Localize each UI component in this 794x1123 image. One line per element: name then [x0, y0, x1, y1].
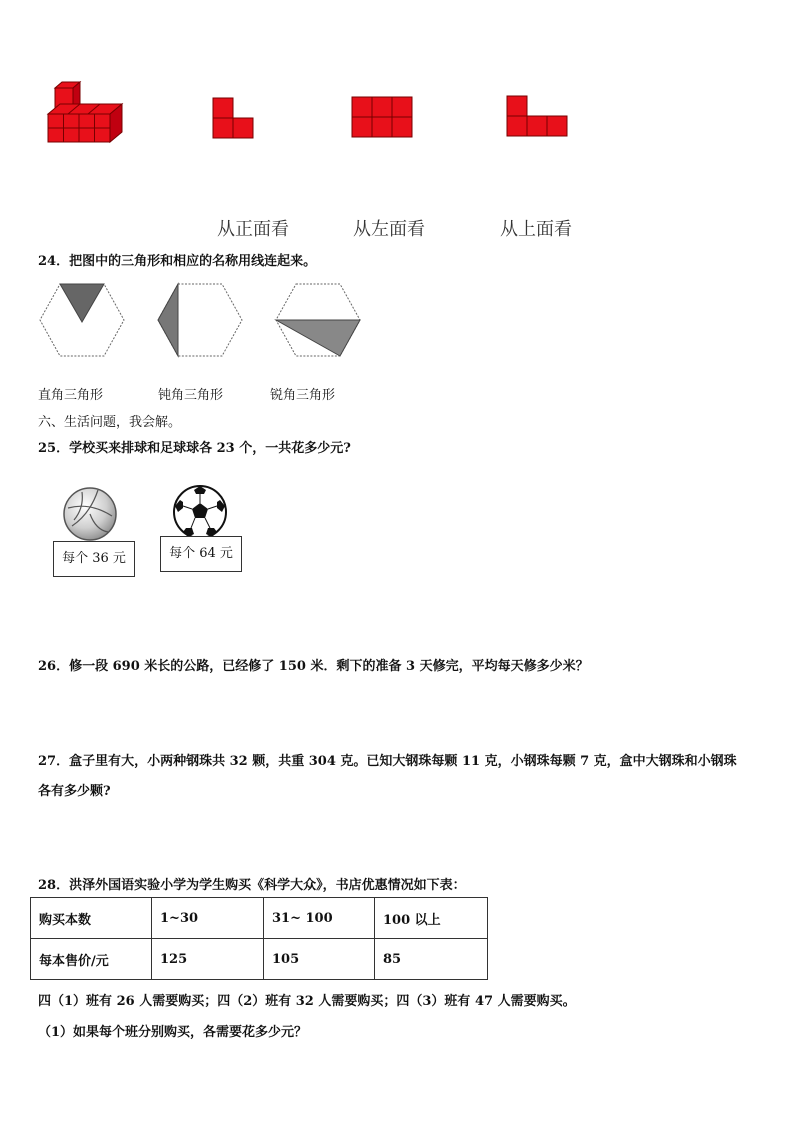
- question-24: 24．把图中的三角形和相应的名称用线连起来。: [38, 254, 317, 269]
- table-cell: 100 以上: [375, 898, 488, 939]
- left-view-label: 从左面看: [353, 219, 425, 240]
- table-cell: 105: [264, 939, 375, 980]
- soccer-ball-icon: [172, 484, 228, 540]
- question-28-info: 四（1）班有 26 人需要购买；四（2）班有 32 人需要购买；四（3）班有 47 人需要购买。: [38, 994, 576, 1009]
- hexagon-obtuse-triangle: [156, 282, 244, 360]
- table-cell: 85: [375, 939, 488, 980]
- top-view-figure: [506, 95, 570, 137]
- cube-solid-figure: [40, 80, 130, 150]
- table-cell: 31~ 100: [264, 898, 375, 939]
- table-row: [31, 939, 488, 980]
- hexagon-right-triangle: [38, 282, 126, 360]
- table-row: [31, 898, 488, 939]
- table-cell: 购买本数: [31, 898, 152, 939]
- question-27-line2: 各有多少颗?: [38, 784, 111, 799]
- price-table: [30, 897, 488, 980]
- volleyball-price-box: 每个 36 元: [53, 541, 135, 577]
- name-obtuse-triangle: 钝角三角形: [158, 388, 224, 403]
- left-view-figure: [351, 96, 415, 138]
- front-view-label: 从正面看: [217, 219, 289, 240]
- front-view-figure: [212, 97, 256, 139]
- question-26: 26．修一段 690 米长的公路，已经修了 150 米．剩下的准备 3 天修完，平均每天修多少米？: [38, 659, 589, 674]
- top-view-label: 从上面看: [500, 219, 572, 240]
- question-27-line1: 27．盒子里有大，小两种钢珠共 32 颗，共重 304 克。已知大钢珠每颗 11 克，小钢珠每颗 7 克，盒中大钢珠和小钢珠: [38, 754, 737, 769]
- table-cell: 125: [152, 939, 264, 980]
- question-28-sub1: （1）如果每个班分别购买，各需要花多少元？: [38, 1025, 308, 1040]
- table-cell: 1~30: [152, 898, 264, 939]
- name-acute-triangle: 锐角三角形: [270, 388, 336, 403]
- question-28: 28．洪泽外国语实验小学为学生购买《科学大众》，书店优惠情况如下表：: [38, 878, 466, 893]
- table-cell: 每本售价/元: [31, 939, 152, 980]
- name-right-triangle: 直角三角形: [38, 388, 104, 403]
- section-6-heading: 六、生活问题，我会解。: [38, 415, 182, 430]
- volleyball-icon: [62, 486, 118, 542]
- hexagon-acute-triangle: [274, 282, 362, 360]
- soccer-price-box: 每个 64 元: [160, 536, 242, 572]
- question-25: 25．学校买来排球和足球球各 23 个，一共花多少元?: [38, 441, 351, 456]
